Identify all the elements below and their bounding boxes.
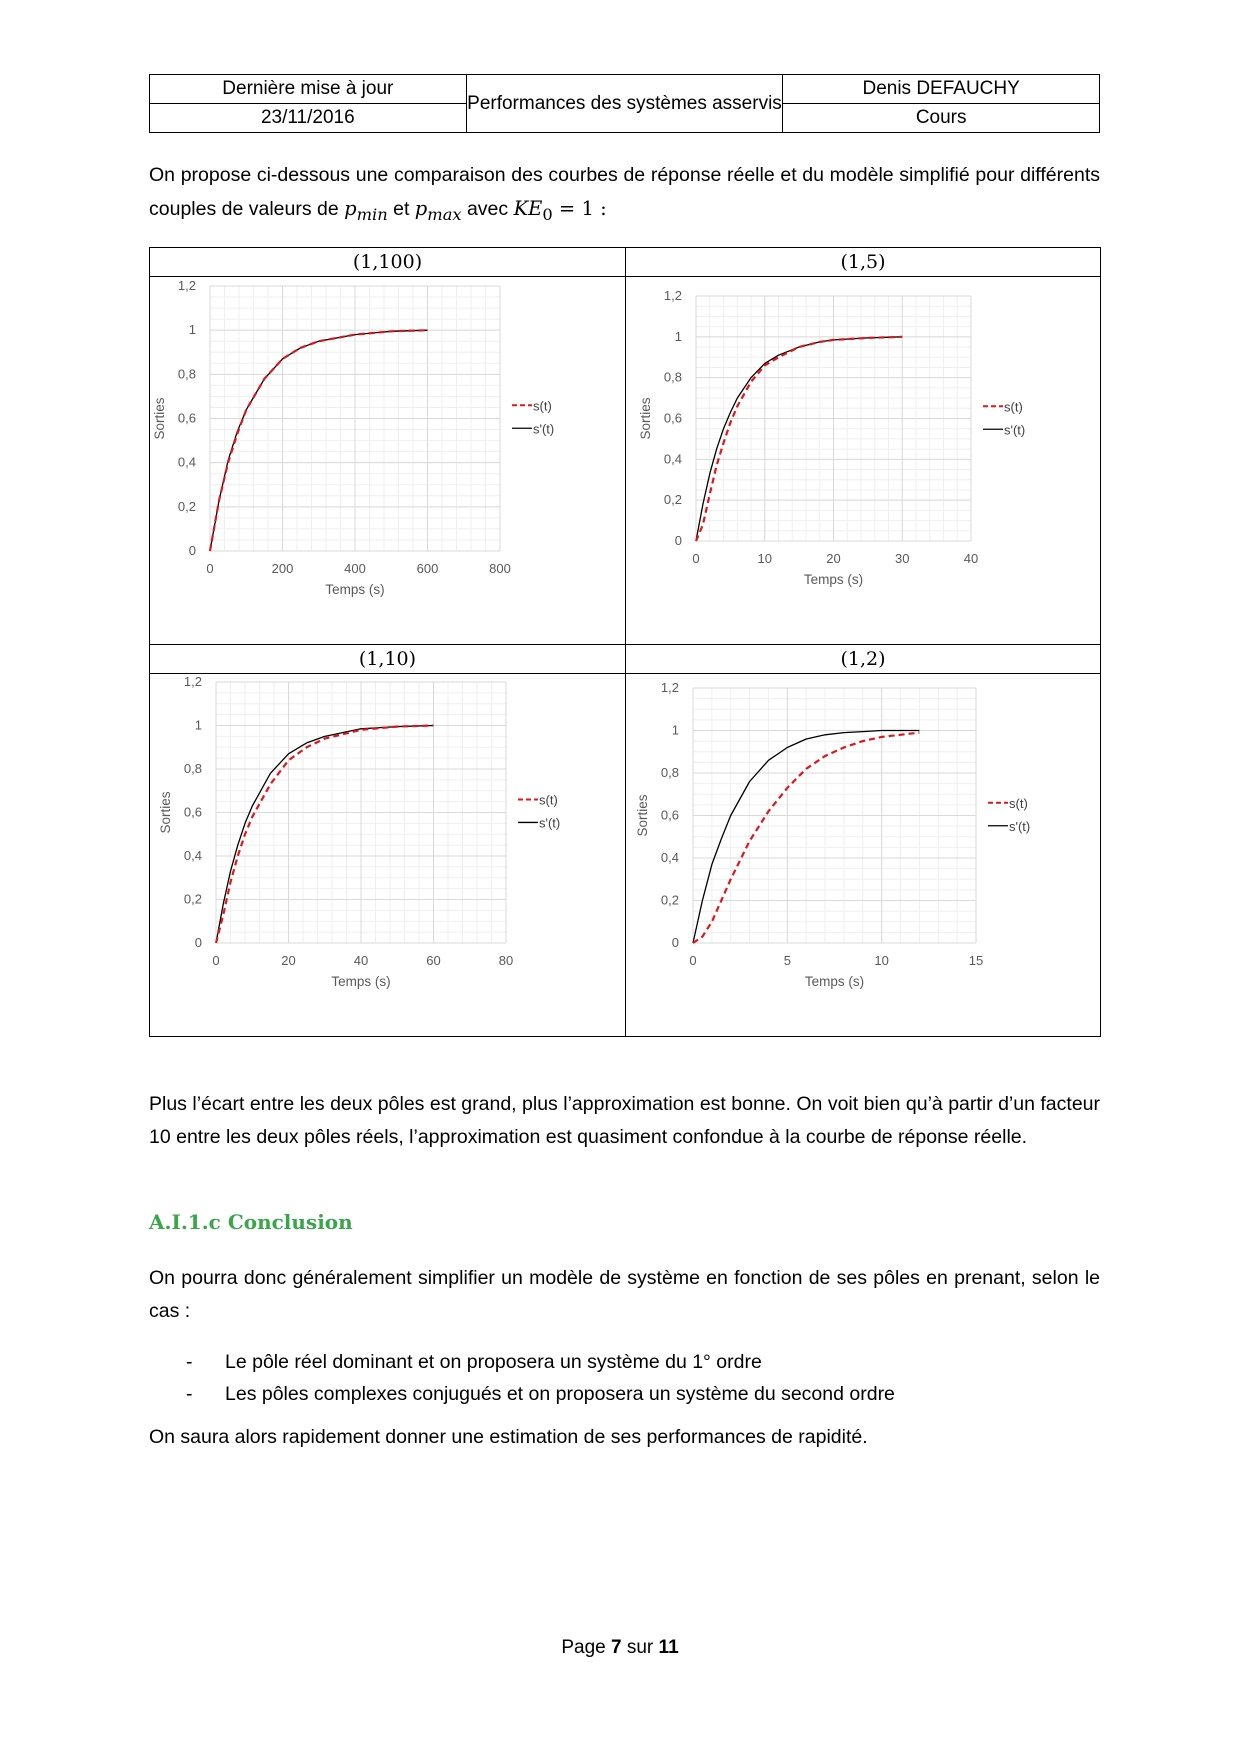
x-tick-label: 0	[212, 953, 220, 968]
y-tick-label: 0,6	[663, 410, 682, 426]
y-tick-label: 0	[674, 533, 682, 548]
x-tick-label: 20	[281, 953, 296, 968]
y-tick-label: 0,4	[660, 850, 679, 865]
chart-title: (1,5)	[626, 248, 1100, 277]
y-tick-label: 0,6	[177, 410, 196, 426]
y-tick-label: 1	[188, 322, 196, 338]
x-tick-label: 200	[271, 561, 294, 576]
intro-text: On propose ci-dessous une comparaison des courbes de réponse réelle et du modèle simplifié pour différents couples de valeurs de	[149, 164, 1100, 220]
x-tick-label: 10	[874, 953, 889, 968]
x-tick-label: 20	[826, 551, 841, 566]
x-axis-label: Temps (s)	[804, 974, 865, 989]
intro-with: avec	[461, 198, 514, 220]
header-author: Denis DEFAUCHY	[783, 75, 1100, 104]
legend-label: s(t)	[539, 792, 558, 808]
section-heading: A.I.1.c Conclusion	[149, 1210, 353, 1234]
y-tick-label: 0,8	[177, 366, 196, 382]
x-tick-label: 0	[689, 953, 697, 968]
x-tick-label: 5	[783, 953, 791, 968]
y-axis-label: Sorties	[638, 397, 653, 440]
chart-svg	[150, 673, 624, 1036]
x-tick-label: 10	[757, 551, 772, 566]
header-date: 23/11/2016	[150, 104, 467, 133]
legend-label: s'(t)	[533, 421, 555, 437]
chart-svg	[626, 673, 1099, 1036]
y-tick-label: 0,4	[663, 451, 682, 467]
y-axis-label: Sorties	[152, 397, 167, 440]
footer-page-number: 7	[611, 1637, 622, 1658]
y-tick-label: 0	[194, 935, 202, 950]
y-tick-label: 0,8	[660, 765, 679, 780]
chart-svg	[626, 276, 1099, 644]
p-max-subscript: max	[427, 204, 462, 224]
y-tick-label: 0,2	[660, 892, 679, 908]
y-tick-label: 0,8	[663, 369, 682, 385]
legend-label: s'(t)	[1004, 422, 1026, 438]
x-tick-label: 30	[895, 551, 910, 566]
y-tick-label: 1,2	[660, 680, 679, 695]
y-tick-label: 0,6	[660, 807, 679, 823]
x-tick-label: 600	[416, 561, 439, 576]
chart-cell	[625, 247, 1101, 645]
header-doc-type: Cours	[783, 104, 1100, 133]
y-tick-label: 0,2	[183, 891, 202, 907]
header-document-title: Performances des systèmes asservis	[466, 75, 783, 133]
conclusion-list	[149, 1346, 1100, 1410]
chart-cell	[149, 644, 626, 1037]
bullet-dash: -	[186, 1351, 193, 1373]
footer-page-word: Page	[561, 1637, 606, 1658]
chart-title: (1,10)	[150, 645, 625, 674]
y-tick-label: 1,2	[183, 674, 202, 689]
list-item-text: Les pôles complexes conjugués et on proposera un système du second ordre	[225, 1383, 895, 1405]
legend-label: s(t)	[533, 398, 552, 414]
y-tick-label: 1	[671, 722, 679, 738]
x-axis-label: Temps (s)	[803, 572, 864, 587]
analysis-paragraph: Plus l’écart entre les deux pôles est grand, plus l’approximation est bonne. On voit bien qu’à partir d’un facteur 10 entre les deux pôles réels, l’approximation est quasiment confondue à la courbe de réponse réelle.	[149, 1093, 1100, 1148]
charts-table	[149, 247, 1101, 1037]
x-axis-label: Temps (s)	[331, 974, 391, 989]
x-tick-label: 800	[489, 561, 511, 576]
y-tick-label: 0,4	[183, 848, 202, 863]
y-axis-label: Sorties	[158, 791, 173, 834]
x-tick-label: 15	[968, 953, 984, 968]
legend-label: s(t)	[1004, 399, 1023, 415]
footer-total-pages: 11	[658, 1637, 679, 1658]
y-tick-label: 0,2	[177, 498, 196, 514]
chart-title: (1,100)	[150, 248, 625, 277]
bullet-dash: -	[186, 1383, 193, 1405]
y-tick-label: 0	[671, 935, 679, 950]
p-min-symbol: p	[344, 197, 357, 220]
chart-title: (1,2)	[626, 645, 1100, 674]
gain-subscript: 0	[542, 204, 553, 224]
y-tick-label: 0	[188, 543, 196, 558]
gain-symbol: KE	[513, 197, 543, 220]
chart-cell	[625, 644, 1101, 1037]
x-tick-label: 40	[963, 551, 979, 566]
y-tick-label: 0,4	[177, 454, 196, 470]
x-tick-label: 400	[344, 561, 366, 576]
y-tick-label: 0,2	[663, 492, 682, 508]
header-table	[149, 74, 1100, 133]
footer-of-word: sur	[626, 1637, 654, 1658]
y-tick-label: 1	[674, 328, 682, 344]
final-paragraph: On saura alors rapidement donner une estimation de ses performances de rapidité.	[149, 1426, 868, 1448]
header-last-update-label: Dernière mise à jour	[150, 75, 467, 104]
x-tick-label: 60	[426, 953, 441, 968]
intro-and: et	[387, 198, 415, 220]
chart-svg	[150, 276, 624, 644]
legend-label: s'(t)	[539, 815, 561, 831]
y-tick-label: 1,2	[663, 288, 682, 303]
chart-cell	[149, 247, 626, 645]
y-axis-label: Sorties	[635, 794, 650, 837]
page-footer	[0, 1637, 1240, 1659]
x-tick-label: 80	[498, 953, 514, 968]
y-tick-label: 0,6	[183, 804, 202, 820]
y-tick-label: 1,2	[177, 278, 196, 293]
legend-label: s(t)	[1009, 795, 1028, 811]
legend-label: s'(t)	[1009, 818, 1031, 834]
intro-paragraph	[149, 159, 1100, 231]
x-axis-label: Temps (s)	[325, 582, 385, 597]
y-tick-label: 1	[194, 717, 202, 733]
x-tick-label: 0	[692, 551, 700, 566]
list-item	[149, 1346, 1100, 1378]
x-tick-label: 0	[206, 561, 214, 576]
p-max-symbol: p	[414, 197, 428, 220]
p-min-subscript: min	[356, 204, 388, 224]
list-item	[149, 1378, 1100, 1410]
conclusion-paragraph: On pourra donc généralement simplifier un modèle de système en fonction de ses pôles en prenant, selon le cas :	[149, 1267, 1100, 1322]
gain-equation: = 1 :	[552, 197, 607, 220]
x-tick-label: 40	[353, 953, 369, 968]
y-tick-label: 0,8	[183, 761, 202, 776]
list-item-text: Le pôle réel dominant et on proposera un système du 1° ordre	[225, 1351, 762, 1373]
